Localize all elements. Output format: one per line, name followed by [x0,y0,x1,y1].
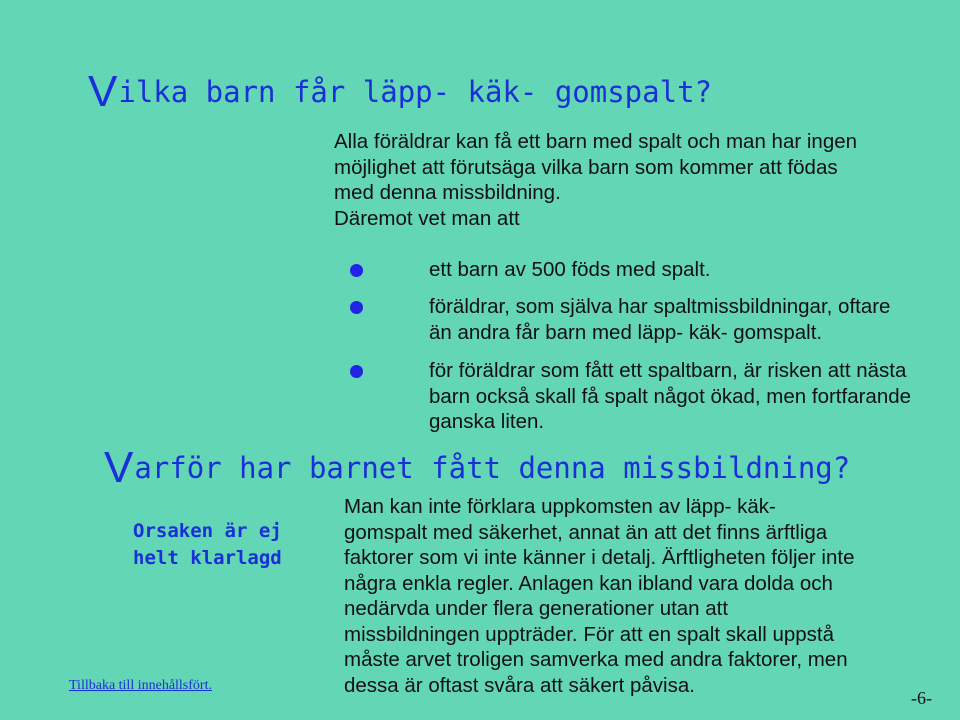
intro-line: Däremot vet man att [334,206,520,230]
back-to-contents-link[interactable]: Tillbaka till innehållsfört. [69,678,212,693]
bullet-line: ett barn av 500 föds med spalt. [429,258,711,281]
bullet-item [429,358,911,435]
side-note-line: Orsaken är ej [133,520,282,542]
page-number: -6- [911,688,932,708]
explanation-line: missbildningen uppträder. För att en spalt skall uppstå [344,622,834,646]
bullet-dot-icon [350,301,363,314]
intro-line: Alla föräldrar kan få ett barn med spalt och man har ingen [334,130,858,153]
explanation-line: måste arvet troligen samverka med andra faktorer, men [344,648,848,671]
intro-paragraph [334,129,857,231]
explanation-line: nedärvda under flera generationer utan att [344,597,729,620]
explanation-line: gomspalt med säkerhet, annat än att det finns ärftliga [344,520,828,544]
section2-heading-text: arför har barnet fått denna missbildning? [134,451,851,485]
explanation-line: dessa är oftast svåra att säkert påvisa. [344,673,695,697]
intro-line: möjlighet att förutsäga vilka barn som kommer att födas [334,155,838,179]
explanation-line: faktorer som vi inte känner i detalj. Ärftligheten följer inte [344,546,855,569]
bullet-item [429,294,890,345]
section1-heading-text: ilka barn får läpp- käk- gomspalt? [118,75,712,109]
side-note-line: helt klarlagd [133,547,282,569]
bullet-dot-icon [350,365,363,378]
intro-line: med denna missbildning. [334,181,561,204]
bullet-item [429,257,710,283]
section1-heading-cap: V [88,67,118,116]
section2-heading [104,443,851,492]
bullet-line: barn också skall få spalt något ökad, men fortfarande [429,384,912,408]
bullet-line: föräldrar, som själva har spaltmissbildningar, oftare [429,295,891,318]
bullet-line: än andra får barn med läpp- käk- gomspalt. [429,320,823,344]
bullet-dot-icon [350,264,363,277]
bullet-line: ganska liten. [429,410,545,433]
explanation-line: Man kan inte förklara uppkomsten av läpp- käk- [344,495,776,518]
explanation-paragraph [344,494,854,698]
bullet-line: för föräldrar som fått ett spaltbarn, är risken att nästa [429,359,907,382]
section1-heading [88,67,712,116]
section2-heading-cap: V [104,443,134,492]
side-note [133,518,282,572]
explanation-line: några enkla regler. Anlagen kan ibland vara dolda och [344,571,833,595]
